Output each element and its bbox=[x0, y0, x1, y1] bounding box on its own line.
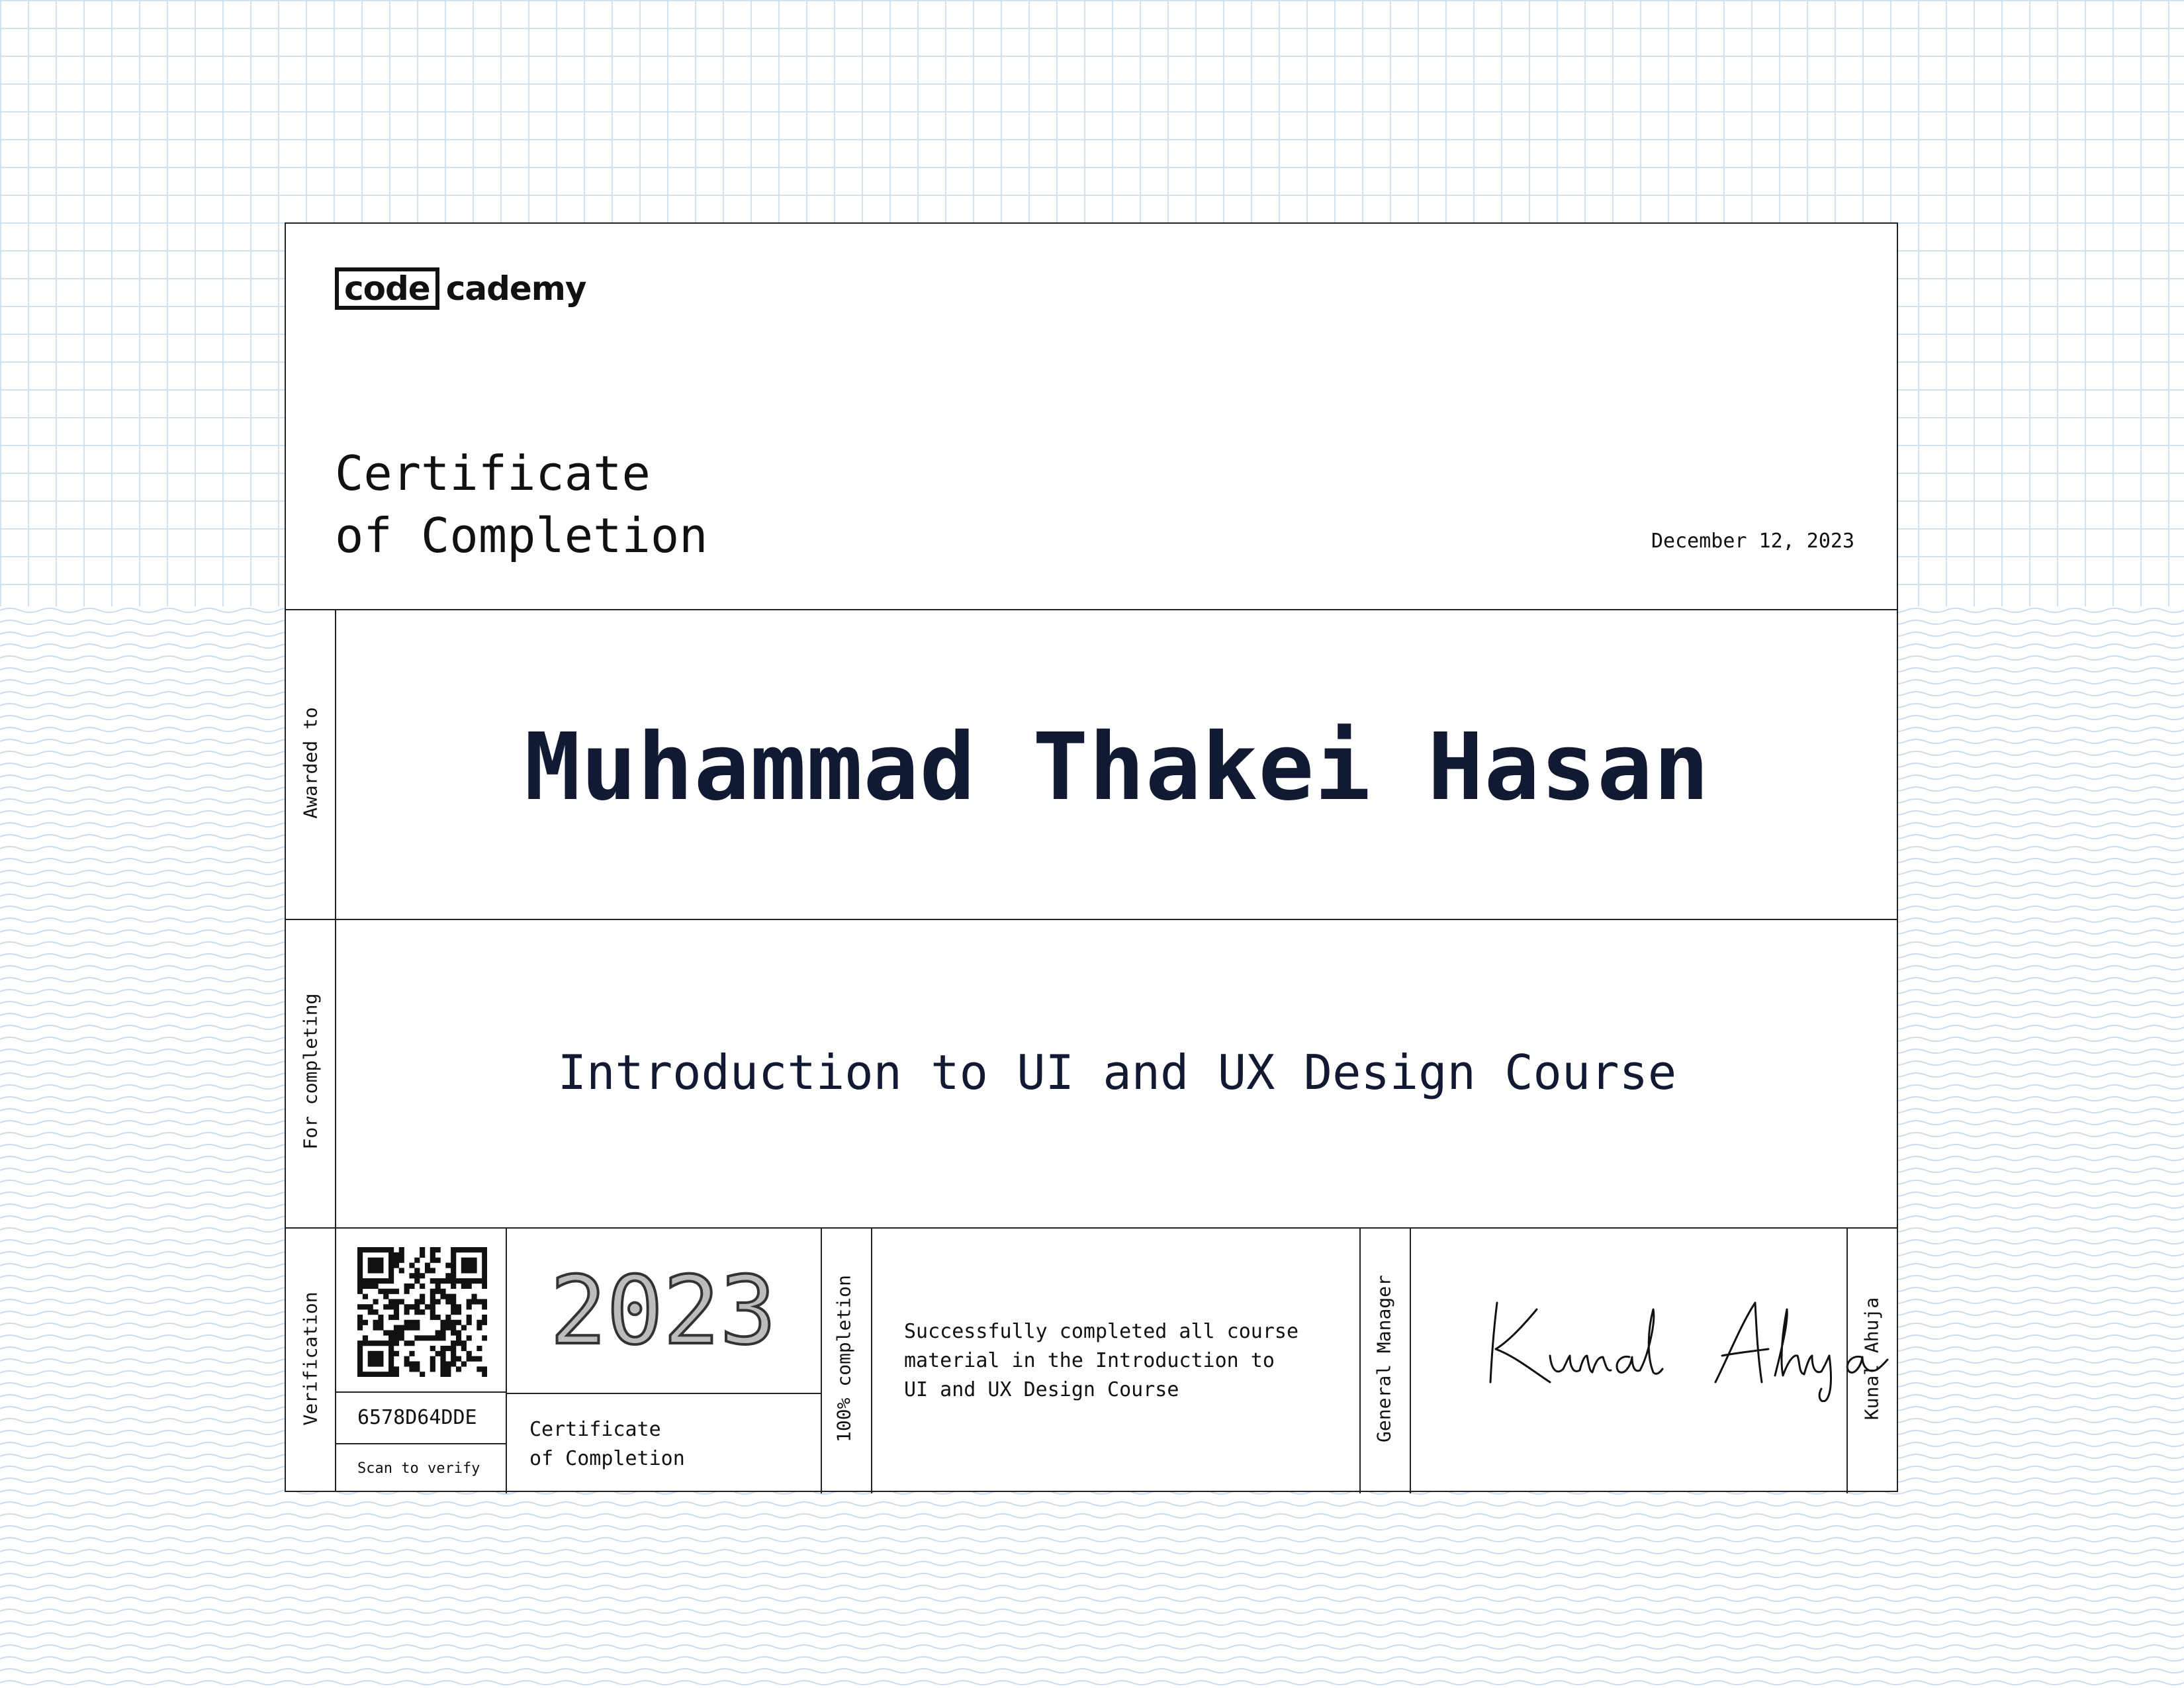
certificate bbox=[285, 222, 1898, 1492]
verification-code: 6578D64DDE bbox=[357, 1406, 477, 1429]
completion-label: 100% completion bbox=[833, 1275, 855, 1442]
divider bbox=[286, 609, 1897, 610]
verification-label: Verification bbox=[299, 1291, 322, 1426]
divider bbox=[1410, 1227, 1411, 1493]
codecademy-logo bbox=[335, 267, 586, 310]
divider bbox=[286, 1227, 1897, 1229]
signature bbox=[1457, 1283, 1960, 1402]
completion-description: Successfully completed all course material in the Introduction to UI and UX Design Course bbox=[904, 1320, 1299, 1401]
divider bbox=[1846, 1227, 1848, 1493]
issue-date: December 12, 2023 bbox=[1651, 530, 1854, 553]
divider bbox=[821, 1227, 822, 1493]
signer-title: General Manager bbox=[1373, 1275, 1395, 1442]
certificate-type: Certificate of Completion bbox=[529, 1418, 685, 1470]
recipient-name: Muhammad Thakei Hasan bbox=[524, 714, 1710, 821]
for-completing-label: For completing bbox=[299, 993, 322, 1150]
signer-name: Kunal Ahuja bbox=[1860, 1297, 1883, 1421]
course-name: Introduction to UI and UX Design Course bbox=[557, 1045, 1677, 1100]
divider bbox=[506, 1393, 821, 1394]
divider bbox=[286, 919, 1897, 920]
logo-text: cademy bbox=[445, 269, 586, 308]
certificate-title: Certificate of Completion bbox=[335, 445, 708, 563]
divider bbox=[871, 1227, 872, 1493]
awarded-label: Awarded to bbox=[299, 707, 322, 819]
qr-code bbox=[357, 1247, 487, 1377]
scan-to-verify: Scan to verify bbox=[357, 1460, 480, 1477]
logo-boxed-text: code bbox=[335, 267, 439, 310]
divider bbox=[335, 1391, 507, 1393]
divider bbox=[1359, 1227, 1361, 1493]
completion-year: 2023 bbox=[550, 1256, 776, 1366]
divider bbox=[335, 1443, 507, 1444]
